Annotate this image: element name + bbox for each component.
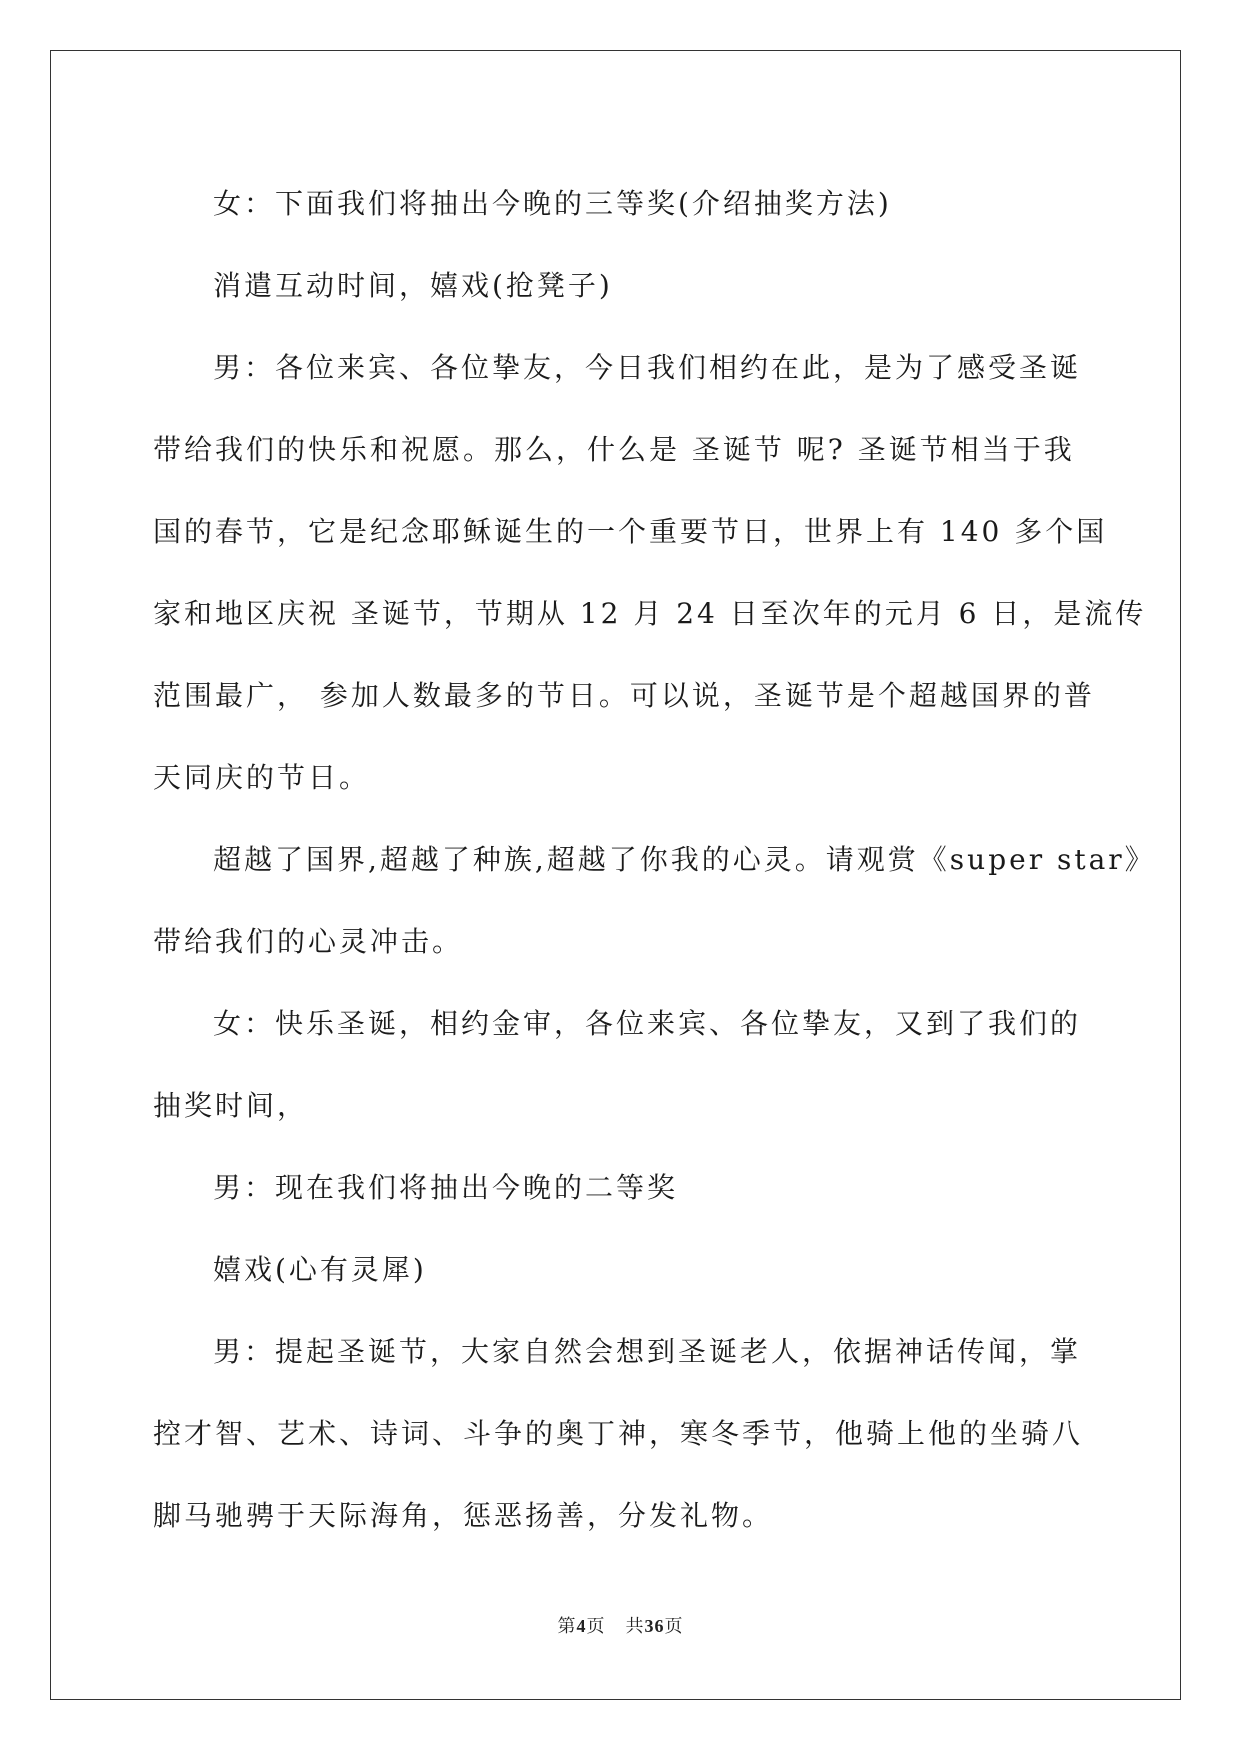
document-body	[153, 163, 1156, 1557]
paragraph	[153, 819, 1156, 983]
paragraph-line: 超越了国界,超越了种族,超越了你我的心灵。请观赏《super star》	[213, 843, 1156, 876]
page-number: 4	[576, 1616, 587, 1636]
paragraph-line: 天同庆的节日。	[153, 761, 371, 794]
paragraph-line: 嬉戏(心有灵犀)	[213, 1253, 427, 1286]
page-footer	[0, 1612, 1241, 1638]
paragraph	[153, 1229, 1093, 1311]
paragraph-line: 家和地区庆祝 圣诞节，节期从 12 月 24 日至次年的元月 6 日，是流传	[153, 597, 1147, 630]
paragraph-line: 男：提起圣诞节，大家自然会想到圣诞老人，依据神话传闻，掌	[213, 1335, 1082, 1368]
paragraph-line: 带给我们的心灵冲击。	[153, 925, 464, 958]
paragraph-line: 控才智、艺术、诗词、斗争的奥丁神，寒冬季节，他骑上他的坐骑八	[153, 1417, 1084, 1450]
paragraph	[153, 983, 1093, 1147]
paragraph-line: 带给我们的快乐和祝愿。那么，什么是 圣诞节 呢? 圣诞节相当于我	[153, 433, 1075, 466]
paragraph	[153, 1311, 1093, 1557]
page-number-suffix: 页	[586, 1616, 606, 1636]
paragraph-line: 范围最广， 参加人数最多的节日。可以说，圣诞节是个超越国界的普	[153, 679, 1095, 712]
paragraph-line: 消遣互动时间，嬉戏(抢凳子)	[213, 269, 613, 302]
paragraph-line: 女：下面我们将抽出今晚的三等奖(介绍抽奖方法)	[213, 187, 892, 220]
paragraph	[153, 1147, 1093, 1229]
paragraph-line: 脚马驰骋于天际海角，惩恶扬善，分发礼物。	[153, 1499, 774, 1532]
paragraph-line: 国的春节，它是纪念耶稣诞生的一个重要节日，世界上有 140 多个国	[153, 515, 1108, 548]
paragraph	[153, 327, 1147, 819]
page-number-prefix: 第	[557, 1616, 577, 1636]
paragraph	[153, 163, 1093, 245]
paragraph-line: 男：各位来宾、各位挚友，今日我们相约在此，是为了感受圣诞	[213, 351, 1082, 384]
paragraph	[153, 245, 1093, 327]
paragraph-line: 女：快乐圣诞，相约金审，各位来宾、各位挚友，又到了我们的	[213, 1007, 1082, 1040]
total-pages: 36	[644, 1616, 665, 1636]
total-pages-prefix: 共	[625, 1616, 645, 1636]
total-pages-suffix: 页	[664, 1616, 684, 1636]
paragraph-line: 抽奖时间，	[153, 1089, 309, 1122]
paragraph-line: 男：现在我们将抽出今晚的二等奖	[213, 1171, 679, 1204]
